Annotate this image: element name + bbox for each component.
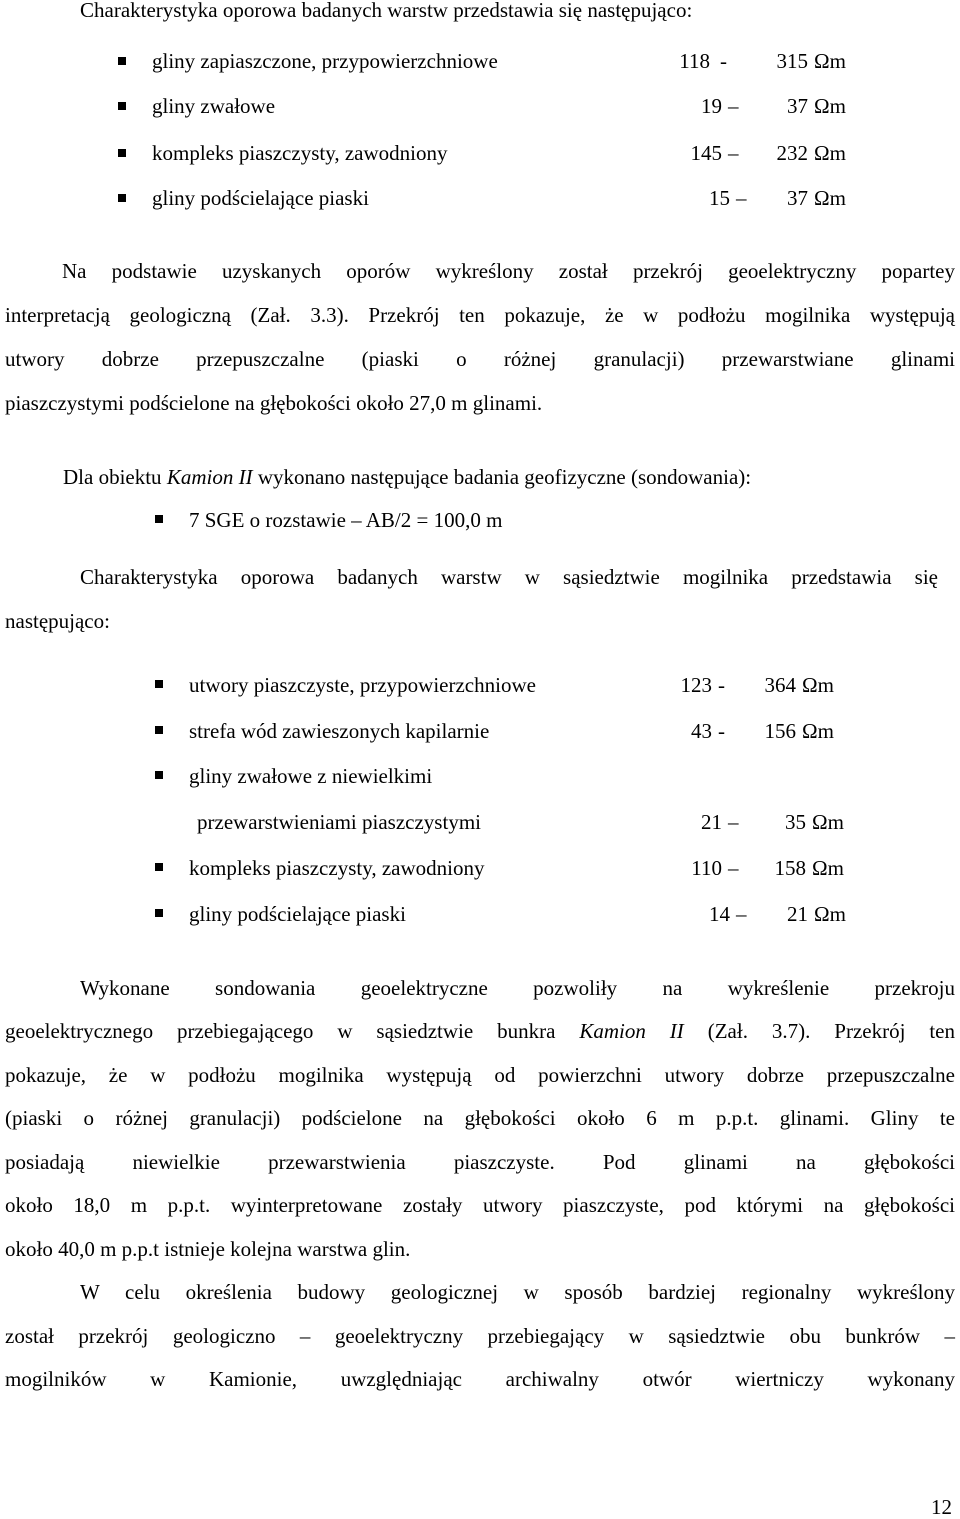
range-to: 21 bbox=[787, 902, 808, 926]
item-label: gliny zwałowe bbox=[152, 94, 276, 118]
range-from: 110 bbox=[691, 856, 722, 880]
item-label: utwory piaszczyste, przypowierzchniowe bbox=[189, 673, 536, 697]
range-from: 43 bbox=[691, 719, 712, 743]
paragraph-line: mogilników w Kamionie, uwzględniając archiwalny otwór wiertniczy wykonany bbox=[5, 1367, 955, 1391]
bullet-icon bbox=[155, 863, 163, 871]
bullet-icon bbox=[155, 726, 163, 734]
page-number: 12 bbox=[931, 1495, 952, 1519]
range-to: 156 bbox=[764, 719, 796, 743]
range-separator: – bbox=[728, 141, 739, 165]
survey-item bbox=[0, 507, 960, 533]
bullet-icon bbox=[155, 771, 163, 779]
range-from: 21 bbox=[701, 810, 722, 834]
characteristic-intro: Charakterystyka oporowa badanych warstw w sąsiedztwie mogilnika przedstawia się bbox=[80, 565, 938, 589]
range-from: 14 bbox=[709, 902, 730, 926]
list-item bbox=[0, 855, 960, 881]
characteristic-intro-cont: następująco: bbox=[5, 609, 110, 633]
range-separator: – bbox=[728, 810, 739, 834]
range-from: 145 bbox=[690, 141, 722, 165]
unit: Ωm bbox=[814, 141, 846, 165]
text-segment: geoelektrycznego przebiegającego w sąsiedztwie bunkra bbox=[5, 1019, 580, 1043]
bullet-icon bbox=[118, 149, 126, 157]
paragraph-line: pokazuje, że w podłożu mogilnika występują od powierzchni utwory dobrze przepuszczalne bbox=[5, 1063, 955, 1087]
kamion-intro bbox=[63, 464, 955, 490]
range-to: 37 bbox=[787, 186, 808, 210]
bullet-icon bbox=[118, 57, 126, 65]
unit: Ωm bbox=[812, 856, 844, 880]
paragraph-line bbox=[5, 1018, 955, 1044]
range-from: 19 bbox=[701, 94, 722, 118]
paragraph-line: około 18,0 m p.p.t. wyinterpretowane zostały utwory piaszczyste, pod którymi na głębokości bbox=[5, 1193, 955, 1217]
paragraph-line: utwory dobrze przepuszczalne (piaski o różnej granulacji) przewarstwiane glinami bbox=[5, 347, 955, 371]
range-to: 35 bbox=[785, 810, 806, 834]
paragraph-line: Na podstawie uzyskanych oporów wykreślony został przekrój geoelektryczny popartey bbox=[62, 259, 955, 283]
range-separator: - bbox=[718, 673, 725, 697]
range-to: 232 bbox=[776, 141, 808, 165]
range-separator: – bbox=[728, 856, 739, 880]
list-item bbox=[0, 901, 960, 927]
section1-intro: Charakterystyka oporowa badanych warstw przedstawia się następująco: bbox=[80, 0, 693, 22]
paragraph-line: posiadają niewielkie przewarstwienia piaszczyste. Pod glinami na głębokości bbox=[5, 1150, 955, 1174]
item-label: gliny zwałowe z niewielkimi bbox=[189, 764, 433, 788]
range-separator: - bbox=[718, 719, 725, 743]
intro-text: wykonano następujące badania geofizyczne (sondowania): bbox=[252, 465, 752, 489]
list-item bbox=[0, 718, 960, 744]
item-label: strefa wód zawieszonych kapilarnie bbox=[189, 719, 490, 743]
list-item bbox=[0, 763, 960, 835]
text-segment: (Zał. 3.7). Przekrój ten bbox=[683, 1019, 955, 1043]
paragraph-line: (piaski o różnej granulacji) podścielone na głębokości około 6 m p.p.t. glinami. Gliny te bbox=[5, 1106, 955, 1130]
range-from: 118 bbox=[679, 49, 710, 73]
paragraph-line: Wykonane sondowania geoelektryczne pozwoliły na wykreślenie przekroju bbox=[80, 976, 955, 1000]
item-label: gliny podścielające piaski bbox=[152, 186, 369, 210]
item-label: gliny zapiaszczone, przypowierzchniowe bbox=[152, 49, 498, 73]
range-from: 123 bbox=[680, 673, 712, 697]
object-name: Kamion II bbox=[166, 465, 253, 489]
item-label: kompleks piaszczysty, zawodniony bbox=[189, 856, 485, 880]
unit: Ωm bbox=[814, 94, 846, 118]
range-from: 15 bbox=[709, 186, 730, 210]
paragraph-line: W celu określenia budowy geologicznej w sposób bardziej regionalny wykreślony bbox=[80, 1280, 955, 1304]
bullet-icon bbox=[155, 680, 163, 688]
list-item bbox=[0, 672, 960, 698]
survey-label: 7 SGE o rozstawie – AB/2 = 100,0 m bbox=[189, 508, 503, 532]
unit: Ωm bbox=[814, 902, 846, 926]
unit: Ωm bbox=[814, 186, 846, 210]
bullet-icon bbox=[118, 102, 126, 110]
range-to: 158 bbox=[774, 856, 806, 880]
list-item bbox=[0, 93, 960, 119]
bullet-icon bbox=[118, 194, 126, 202]
range-separator: – bbox=[736, 902, 747, 926]
paragraph-line: piaszczystymi podścielone na głębokości około 27,0 m glinami. bbox=[5, 391, 543, 415]
item-label: gliny podścielające piaski bbox=[189, 902, 406, 926]
bullet-icon bbox=[155, 515, 163, 523]
paragraph-line: został przekrój geologiczno – geoelektryczny przebiegający w sąsiedztwie obu bunkrów – bbox=[5, 1324, 955, 1348]
paragraph-line: około 40,0 m p.p.t istnieje kolejna warstwa glin. bbox=[5, 1237, 411, 1261]
bullet-icon bbox=[155, 909, 163, 917]
range-separator: – bbox=[728, 94, 739, 118]
unit: Ωm bbox=[814, 49, 846, 73]
list-item bbox=[0, 140, 960, 166]
unit: Ωm bbox=[802, 673, 834, 697]
range-to: 315 bbox=[776, 49, 808, 73]
item-label-continued: przewarstwieniami piaszczystymi bbox=[197, 810, 481, 834]
intro-text: Dla obiektu bbox=[63, 465, 167, 489]
unit: Ωm bbox=[802, 719, 834, 743]
range-separator: - bbox=[720, 49, 727, 73]
range-to: 364 bbox=[764, 673, 796, 697]
unit: Ωm bbox=[812, 810, 844, 834]
list-item bbox=[0, 48, 960, 74]
range-to: 37 bbox=[787, 94, 808, 118]
object-name: Kamion II bbox=[579, 1019, 684, 1043]
item-label: kompleks piaszczysty, zawodniony bbox=[152, 141, 448, 165]
paragraph-line: interpretacją geologiczną (Zał. 3.3). Przekrój ten pokazuje, że w podłożu mogilnika występują bbox=[5, 303, 955, 327]
range-separator: – bbox=[736, 186, 747, 210]
list-item bbox=[0, 185, 960, 211]
